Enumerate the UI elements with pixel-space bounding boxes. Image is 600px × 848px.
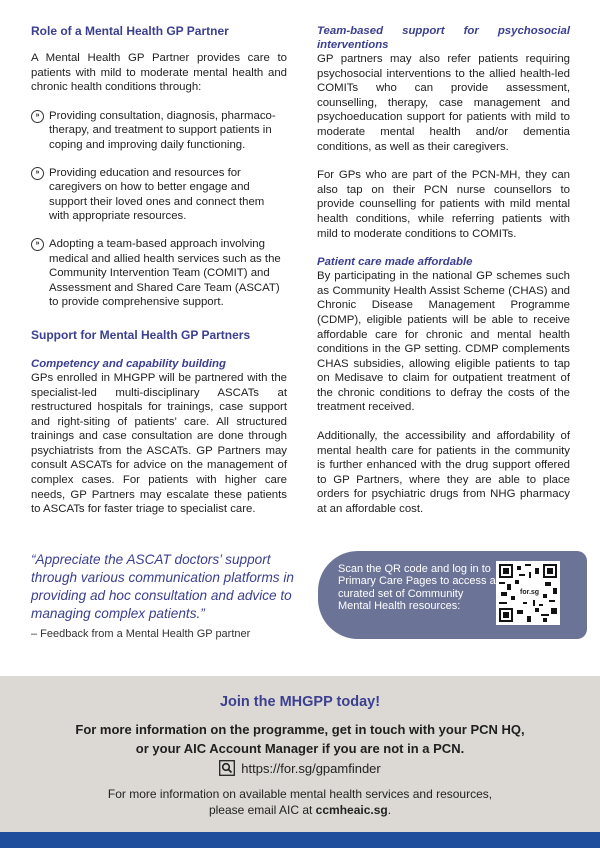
bullet-text: Providing education and resources for caregivers on how to better engage and support their loved ones and connect them with appropriate resources. [49,166,265,223]
bullet-item [31,109,287,153]
footer-note-prefix: please email AIC at [208,803,316,817]
bullet-text: Providing consultation, diagnosis, pharmaco-therapy, and treatment to support patients in coping and improving daily functioning. [49,109,276,151]
bullet-item [31,166,287,224]
chevron-circle-icon: » [31,167,44,180]
qr-panel [318,551,587,639]
competency-text: GPs enrolled in MHGPP will be partnered with the specialist-led multi-disciplinary ASCATs at restructured hospitals for trainings, case support and right-siting of patients’ care. All structured trainings and case consultation are done through psychiatrists from the ASCATs. GP Partners may consult ASCATs for advice on the management of complex cases. For patients with higher care needs, GP Partners may escalate these patients to ASCATs for faster triage to specialist care. [31,371,287,516]
footer-contact [0,720,600,758]
chevron-circle-icon: » [31,238,44,251]
footer-line-2: or your AIC Account Manager if you are not in a PCN. [135,741,465,756]
aic-email-link[interactable]: ccmheaic.sg [315,803,388,817]
role-intro: A Mental Health GP Partner provides care to patients with mild to moderate mental health and chronic health conditions through: [31,52,287,94]
footer-link-row [0,760,600,776]
gpam-finder-link[interactable]: https://for.sg/gpamfinder [241,760,381,776]
competency-heading: Competency and capability building [31,357,226,370]
quote-source: – Feedback from a Mental Health GP partner [31,628,251,640]
team-text: GP partners may also refer patients requiring psychosocial interventions to the allied health-led COMITs who can provide assessment, counselling, therapy, case management and psychoeducation support for patients with mild to moderate mental health and/or dementia conditions, as well as their caregivers. [317,53,570,153]
footer-note-line-1: For more information on available mental health services and resources, [107,787,493,801]
team-heading: Team-based support for psychosocial interventions [317,25,570,51]
pcn-text: For GPs who are part of the PCN-MH, they can also tap on their PCN nurse counsellors to provide counselling for patients with mild mental health conditions, while referring patients with mild to moderate conditions to COMITs. [317,169,570,240]
footer-title: Join the MHGPP today! [219,694,381,710]
right-column [317,24,570,531]
testimonial-quote: “Appreciate the ASCAT doctors’ support through various communication platforms in providing ad hoc consultation and advice to managing complex patients.” [31,552,294,621]
bullet-item [31,237,287,310]
affordable-text: By participating in the national GP schemes such as Community Health Assist Scheme (CHAS) and Chronic Disease Management Programme (CDMP), eligible patients will be able to receive affordable care for chronic and mental health conditions in the GP setting. CDMP complements CHAS subsidies, allowing eligible patients to tap on Medisave to claim for outpatient treatment of the chronic conditions to defray the costs of the treatment received. [317,270,570,414]
qr-code[interactable] [496,561,560,625]
bullet-text: Adopting a team-based approach involving medical and allied health services such as the Community Intervention Team (COMIT) and Assessment and Shared Care Team (ASCAT) to provide comprehensive support. [49,237,281,309]
qr-label: for.sg [520,589,540,596]
bottom-bar [0,832,600,848]
footer-line-1: For more information on the programme, get in touch with your PCN HQ, [75,722,525,737]
footer-note-suffix: . [387,803,392,817]
affordable-heading: Patient care made affordable [317,256,473,269]
chevron-circle-icon: » [31,110,44,123]
role-heading: Role of a Mental Health GP Partner [31,24,229,38]
additional-text: Additionally, the accessibility and affordability of mental health care for patients in the community is further enhanced with the drug support offered to GP Partners, where they are able to place orders for psychiatric drugs from NHG pharmacy at an affordable cost. [317,430,570,516]
search-icon [219,760,235,776]
footer-note-line-2 [0,802,600,818]
left-column [31,24,287,531]
footer-note [0,786,600,818]
support-heading: Support for Mental Health GP Partners [31,327,251,342]
qr-instructions: Scan the QR code and log in to Primary Care Pages to access a curated set of Community Mental Health resources: [338,563,496,613]
footer-panel [0,676,600,832]
